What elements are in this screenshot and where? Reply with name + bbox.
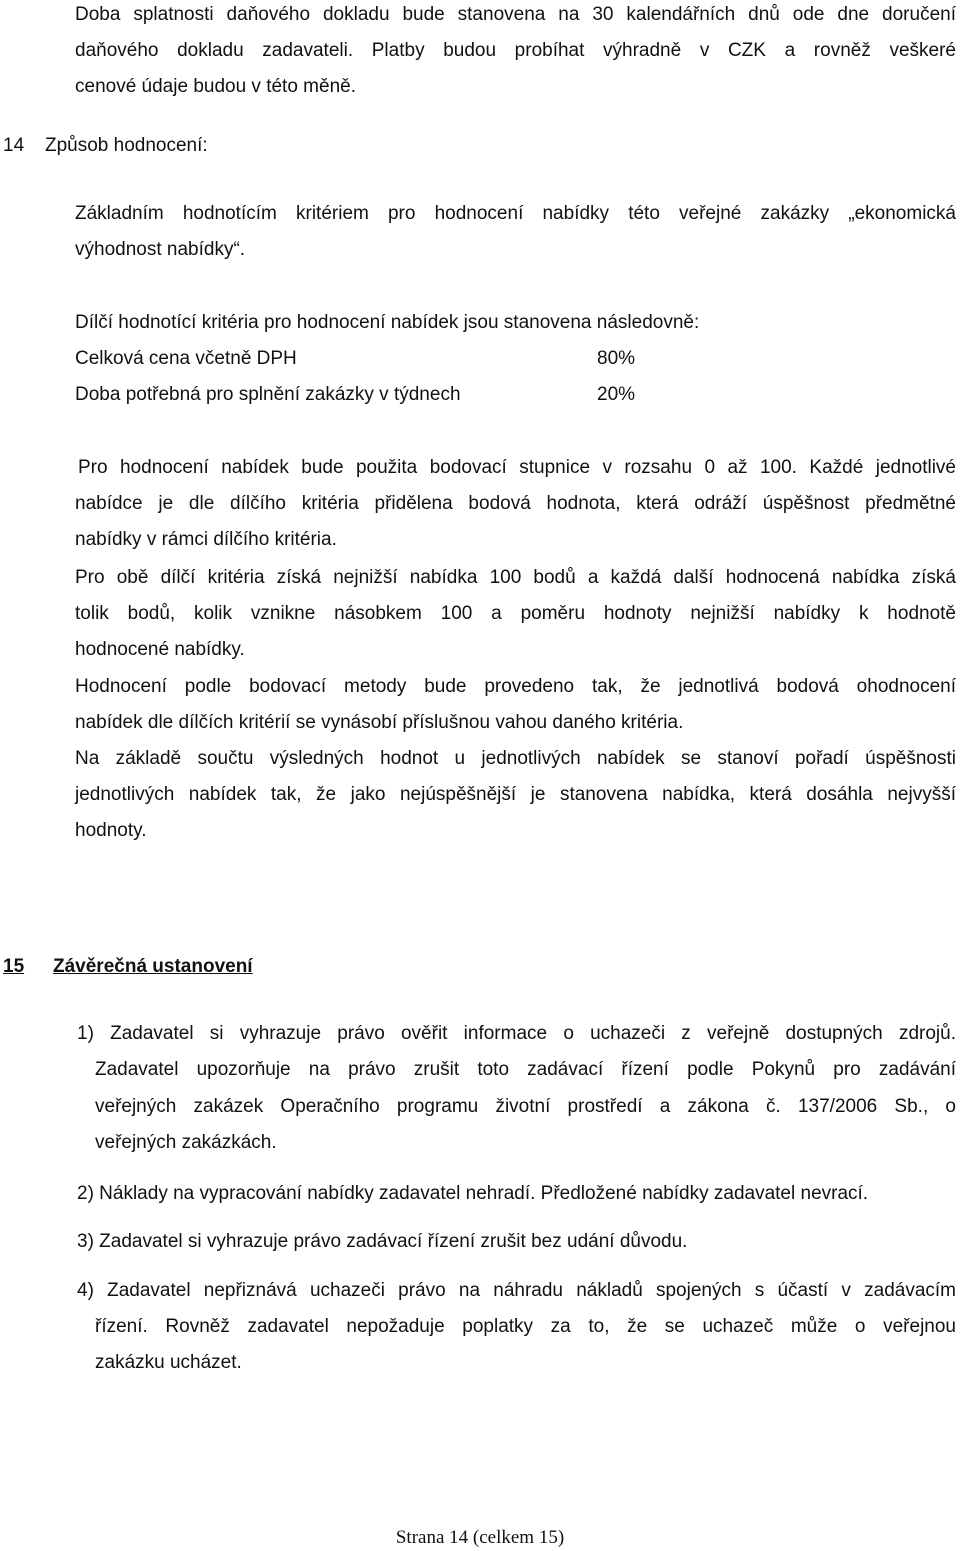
final-item-1-line-4: veřejných zakázkách. — [95, 1132, 277, 1153]
intro-line-1: Doba splatnosti daňového dokladu bude stanovena na 30 kalendářních dnů ode dne doručení — [75, 4, 956, 25]
scoring-para-3-line-2: nabídek dle dílčích kritérií se vynásobí příslušnou vahou daného kritéria. — [75, 712, 684, 733]
criterion-weight: 80% — [597, 348, 636, 369]
scoring-para-4-line-3: hodnoty. — [75, 820, 147, 841]
page-number-footer: Strana 14 (celkem 15) — [395, 1527, 565, 1548]
section-15-title: Závěrečná ustanovení — [53, 956, 253, 977]
scoring-para-2-line-1: Pro obě dílčí kritéria získá nejnižší nabídka 100 bodů a každá další hodnocená nabídka získá — [75, 567, 956, 588]
scoring-para-2-line-2: tolik bodů, kolik vznikne násobkem 100 a poměru hodnoty nejnižší nabídky k hodnotě — [75, 603, 956, 624]
scoring-para-3-line-1: Hodnocení podle bodovací metody bude provedeno tak, že jednotlivá bodová ohodnocení — [75, 676, 956, 697]
partial-criteria-intro: Dílčí hodnotící kritéria pro hodnocení nabídek jsou stanovena následovně: — [75, 312, 700, 333]
criterion-name: Doba potřebná pro splnění zakázky v týdnech — [75, 384, 461, 405]
section-14-number: 14 — [3, 135, 25, 156]
criterion-weight: 20% — [597, 384, 636, 405]
scoring-para-4-line-2: jednotlivých nabídek tak, že jako nejúspěšnější je stanovena nabídka, která dosáhla nejvyšší — [75, 784, 956, 805]
final-item-4-line-1: 4) Zadavatel nepřiznává uchazeči právo na náhradu nákladů spojených s účastí v zadávacím — [77, 1280, 956, 1301]
intro-line-3: cenové údaje budou v této měně. — [75, 76, 356, 97]
final-item-3: 3) Zadavatel si vyhrazuje právo zadávací řízení zrušit bez udání důvodu. — [77, 1231, 688, 1252]
final-item-2: 2) Náklady na vypracování nabídky zadavatel nehradí. Předložené nabídky zadavatel nevrací. — [77, 1183, 869, 1204]
final-item-4-line-2: řízení. Rovněž zadavatel nepožaduje poplatky za to, že se uchazeč může o veřejnou — [95, 1316, 956, 1337]
basic-criterion-line-1: Základním hodnotícím kritériem pro hodnocení nabídky této veřejné zakázky „ekonomická — [75, 203, 956, 224]
scoring-para-1-line-1: Pro hodnocení nabídek bude použita bodovací stupnice v rozsahu 0 až 100. Každé jednotlivé — [78, 457, 956, 478]
scoring-para-1-line-2: nabídce je dle dílčího kritéria přidělena bodová hodnota, která odráží úspěšnost předmětné — [75, 493, 956, 514]
scoring-para-4-line-1: Na základě součtu výsledných hodnot u jednotlivých nabídek se stanoví pořadí úspěšnosti — [75, 748, 956, 769]
scoring-para-2-line-3: hodnocené nabídky. — [75, 639, 245, 660]
final-item-1-line-1: 1) Zadavatel si vyhrazuje právo ověřit informace o uchazeči z veřejně dostupných zdrojů. — [77, 1023, 956, 1044]
section-15-number: 15 — [3, 956, 25, 977]
section-14-title: Způsob hodnocení: — [45, 135, 208, 156]
scoring-para-1-line-3: nabídky v rámci dílčího kritéria. — [75, 529, 337, 550]
criterion-name: Celková cena včetně DPH — [75, 348, 297, 369]
basic-criterion-line-2: výhodnost nabídky“. — [75, 239, 246, 260]
final-item-1-line-3: veřejných zakázek Operačního programu životní prostředí a zákona č. 137/2006 Sb., o — [95, 1096, 956, 1117]
final-item-1-line-2: Zadavatel upozorňuje na právo zrušit toto zadávací řízení podle Pokynů pro zadávání — [95, 1059, 956, 1080]
intro-line-2: daňového dokladu zadavateli. Platby budou probíhat výhradně v CZK a rovněž veškeré — [75, 40, 956, 61]
final-item-4-line-3: zakázku ucházet. — [95, 1352, 242, 1373]
